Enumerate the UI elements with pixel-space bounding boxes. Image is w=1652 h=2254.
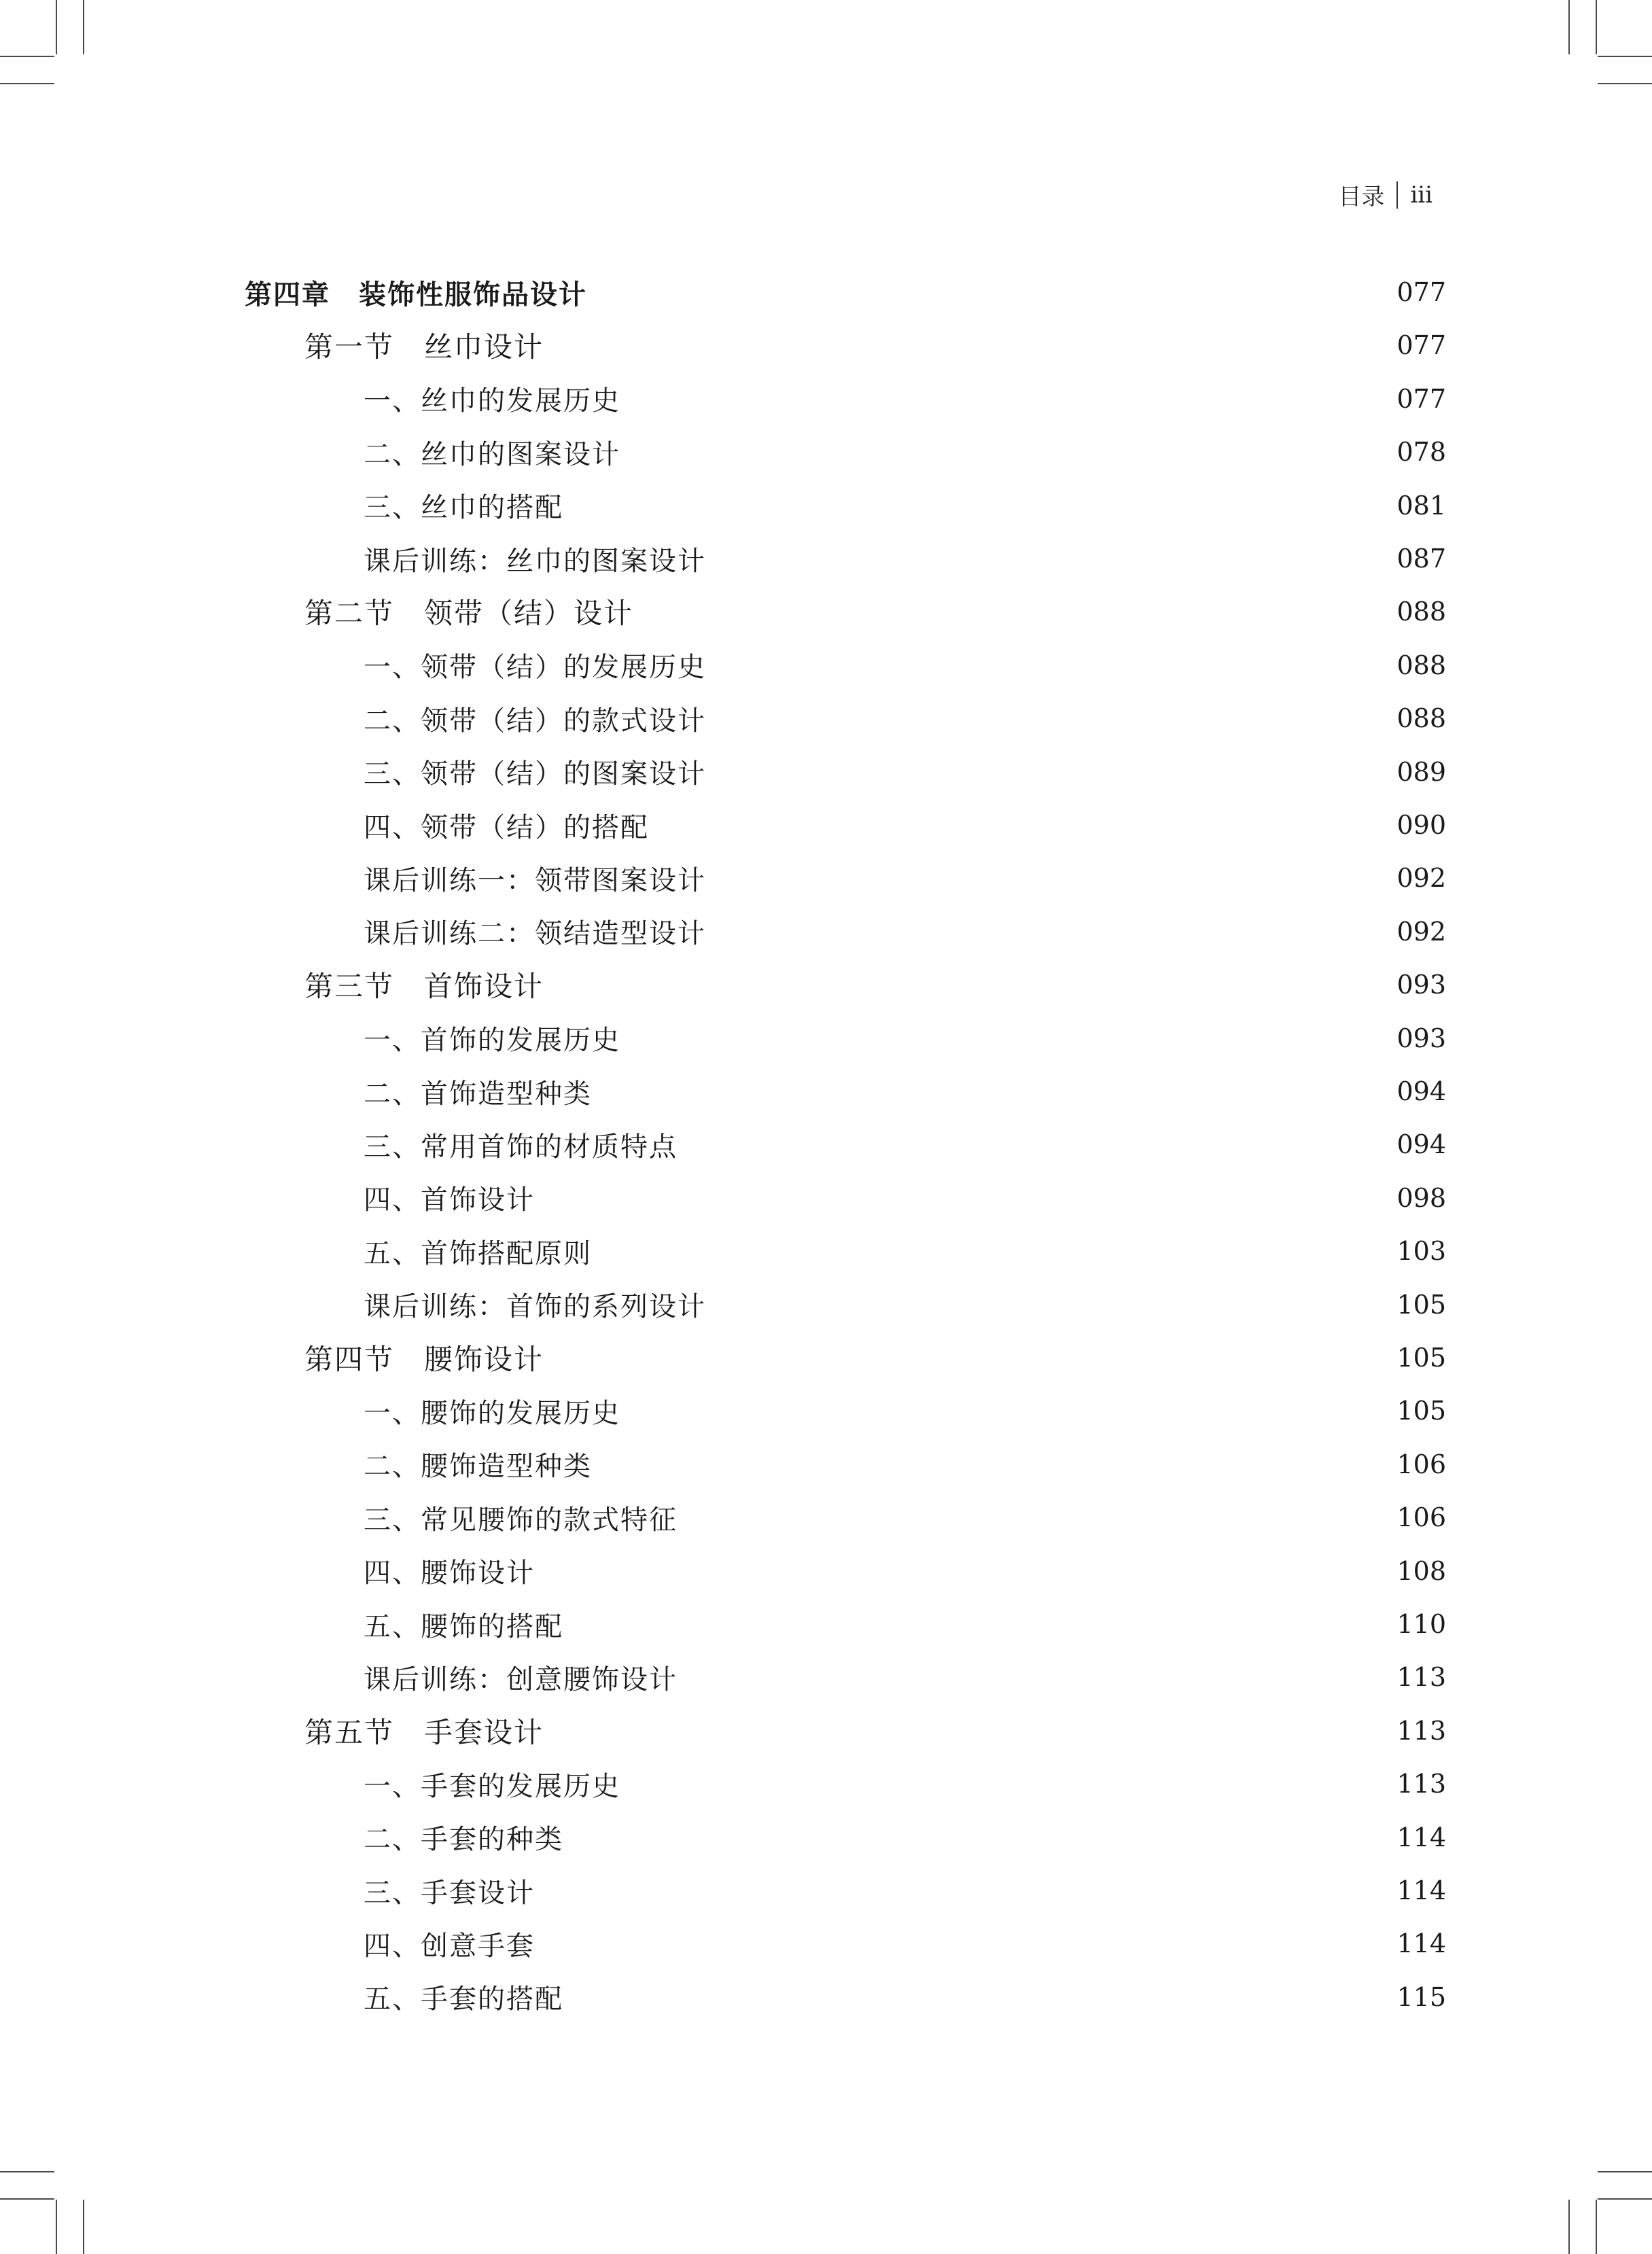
toc-item-title: 一、腰饰的发展历史: [364, 1397, 620, 1429]
toc-item[interactable]: [0, 1438, 1446, 1491]
toc-section-page-number: 105: [1396, 1343, 1446, 1373]
toc-item-page-number: 077: [1396, 383, 1446, 414]
toc-item-title: 一、首饰的发展历史: [364, 1025, 620, 1057]
toc-item[interactable]: [0, 1491, 1446, 1544]
crop-mark: [0, 83, 54, 84]
toc-item-page-number: 094: [1396, 1076, 1446, 1106]
toc-item-page-number: 089: [1396, 756, 1446, 787]
toc-item-title: 课后训练：创意腰饰设计: [364, 1663, 678, 1695]
toc-item-page-number: 092: [1396, 916, 1446, 947]
toc-item[interactable]: [0, 425, 1446, 478]
toc-item[interactable]: [0, 1757, 1446, 1810]
toc-section[interactable]: [0, 1331, 1446, 1384]
toc-item-title: 五、手套的搭配: [364, 1984, 563, 2015]
toc-item-title: 一、手套的发展历史: [364, 1770, 620, 1802]
toc-item-title: 一、领带（结）的发展历史: [364, 652, 706, 684]
dot-leader: [637, 1770, 1392, 1797]
toc-section-page-number: 077: [1396, 330, 1446, 361]
dot-leader: [580, 1984, 1392, 2011]
toc-item[interactable]: [0, 1864, 1446, 1917]
toc-item-page-number: 106: [1396, 1502, 1446, 1533]
dot-leader: [594, 279, 1392, 306]
dot-leader: [608, 1237, 1392, 1265]
toc-item[interactable]: [0, 1545, 1446, 1598]
crop-mark: [83, 2200, 84, 2254]
toc-item-title: 课后训练：丝巾的图案设计: [364, 545, 706, 577]
toc-section-page-number: 088: [1396, 597, 1446, 627]
dot-leader: [551, 1877, 1392, 1904]
toc-item[interactable]: [0, 1225, 1446, 1278]
dot-leader: [665, 811, 1392, 839]
toc-chapter-page-number: 077: [1396, 277, 1446, 307]
crop-mark: [1598, 83, 1652, 84]
dot-leader: [551, 1557, 1392, 1585]
toc-item-page-number: 113: [1396, 1662, 1446, 1693]
toc-item-page-number: 087: [1396, 544, 1446, 574]
toc-item[interactable]: [0, 1598, 1446, 1651]
dot-leader: [637, 1397, 1392, 1424]
toc-item[interactable]: [0, 745, 1446, 798]
toc-item[interactable]: [0, 1065, 1446, 1118]
crop-mark: [1598, 56, 1652, 57]
toc-item-page-number: 093: [1396, 1023, 1446, 1053]
dot-leader: [560, 332, 1392, 359]
toc-section[interactable]: [0, 958, 1446, 1011]
toc-item-title: 四、领带（结）的搭配: [364, 811, 649, 843]
toc-item-title: 四、腰饰设计: [364, 1557, 535, 1589]
dot-leader: [694, 1504, 1392, 1531]
toc-item-page-number: 115: [1396, 1982, 1446, 2012]
crop-mark: [56, 0, 57, 54]
crop-mark: [1598, 2171, 1652, 2172]
toc-item-title: 二、首饰造型种类: [364, 1078, 592, 1110]
toc-item[interactable]: [0, 1811, 1446, 1864]
toc-item-page-number: 098: [1396, 1182, 1446, 1213]
toc-item[interactable]: [0, 1012, 1446, 1065]
toc-section[interactable]: [0, 319, 1446, 372]
toc-item-title: 二、领带（结）的款式设计: [364, 705, 706, 737]
toc-item-title: 课后训练二：领结造型设计: [364, 918, 706, 950]
dot-leader: [722, 1291, 1392, 1318]
toc-item[interactable]: [0, 1917, 1446, 1970]
running-header: [1338, 178, 1433, 211]
toc-item[interactable]: [0, 372, 1446, 425]
dot-leader: [637, 385, 1392, 412]
dot-leader: [580, 1824, 1392, 1851]
toc-section-page-number: 113: [1396, 1715, 1446, 1746]
toc-item-title: 课后训练一：领带图案设计: [364, 864, 706, 896]
crop-mark: [1598, 2198, 1652, 2200]
toc-item-page-number: 092: [1396, 863, 1446, 894]
toc-item-title: 五、腰饰的搭配: [364, 1610, 563, 1642]
toc-section-title: 第三节 首饰设计: [304, 970, 544, 1004]
dot-leader: [580, 492, 1392, 519]
toc-item[interactable]: [0, 1384, 1446, 1437]
toc-item-title: 四、创意手套: [364, 1930, 535, 1962]
toc-section-title: 第四节 腰饰设计: [304, 1343, 544, 1376]
toc-item-page-number: 108: [1396, 1555, 1446, 1586]
header-divider: [1396, 181, 1398, 209]
toc-item-title: 三、常用首饰的材质特点: [364, 1131, 678, 1163]
dot-leader: [637, 438, 1392, 465]
dot-leader: [722, 652, 1392, 679]
dot-leader: [580, 1610, 1392, 1638]
dot-leader: [722, 918, 1392, 945]
toc-section[interactable]: [0, 585, 1446, 638]
toc-item-page-number: 088: [1396, 650, 1446, 680]
toc-item[interactable]: [0, 905, 1446, 958]
dot-leader: [560, 1344, 1392, 1371]
toc-item-title: 二、手套的种类: [364, 1824, 563, 1856]
toc-item-title: 二、丝巾的图案设计: [364, 438, 620, 470]
dot-leader: [722, 545, 1392, 572]
dot-leader: [608, 1451, 1392, 1478]
crop-mark: [56, 2200, 57, 2254]
dot-leader: [560, 971, 1392, 998]
dot-leader: [694, 1131, 1392, 1158]
crop-mark: [1568, 0, 1570, 54]
dot-leader: [551, 1930, 1392, 1957]
toc-item-page-number: 078: [1396, 437, 1446, 468]
toc-item-page-number: 114: [1396, 1929, 1446, 1959]
toc-item[interactable]: [0, 479, 1446, 532]
dot-leader: [637, 1025, 1392, 1052]
toc-item-page-number: 088: [1396, 703, 1446, 734]
toc-item[interactable]: [0, 1971, 1446, 2024]
toc-item-page-number: 106: [1396, 1449, 1446, 1479]
toc-item[interactable]: [0, 1172, 1446, 1225]
toc-item[interactable]: [0, 532, 1446, 585]
toc-section-title: 第二节 领带（结）设计: [304, 597, 634, 631]
dot-leader: [722, 864, 1392, 892]
crop-mark: [0, 2198, 54, 2200]
crop-mark: [83, 0, 84, 54]
toc-item-title: 五、首饰搭配原则: [364, 1237, 592, 1269]
toc-item-page-number: 090: [1396, 810, 1446, 840]
toc-item-title: 三、手套设计: [364, 1877, 535, 1909]
dot-leader: [650, 598, 1392, 625]
dot-leader: [722, 758, 1392, 786]
toc-section-page-number: 093: [1396, 970, 1446, 1000]
dot-leader: [722, 705, 1392, 732]
toc-section-title: 第五节 手套设计: [304, 1715, 544, 1749]
dot-leader: [608, 1078, 1392, 1105]
toc-item[interactable]: [0, 798, 1446, 851]
toc-item-page-number: 114: [1396, 1822, 1446, 1852]
header-page-number: iii: [1410, 181, 1433, 209]
crop-mark: [1596, 2200, 1597, 2254]
dot-leader: [560, 1717, 1392, 1744]
crop-mark: [0, 2171, 54, 2172]
toc-item-page-number: 081: [1396, 490, 1446, 521]
dot-leader: [694, 1663, 1392, 1691]
header-section-name: 目录: [1338, 183, 1385, 211]
toc-item[interactable]: [0, 639, 1446, 692]
toc-section-title: 第一节 丝巾设计: [304, 330, 544, 364]
toc-item-title: 一、丝巾的发展历史: [364, 385, 620, 417]
crop-mark: [1568, 2200, 1570, 2254]
toc-item[interactable]: [0, 1278, 1446, 1331]
crop-mark: [1596, 0, 1597, 54]
toc-section[interactable]: [0, 1704, 1446, 1757]
toc-item[interactable]: [0, 692, 1446, 745]
toc-item[interactable]: [0, 1118, 1446, 1171]
toc-item-page-number: 110: [1396, 1609, 1446, 1639]
dot-leader: [551, 1184, 1392, 1212]
toc-item-title: 四、首饰设计: [364, 1184, 535, 1216]
toc-item-title: 三、常见腰饰的款式特征: [364, 1504, 678, 1536]
toc-chapter[interactable]: [0, 266, 1446, 319]
toc-item-page-number: 105: [1396, 1396, 1446, 1426]
toc-item-title: 课后训练：首饰的系列设计: [364, 1291, 706, 1323]
toc-item[interactable]: [0, 851, 1446, 904]
crop-mark: [0, 56, 54, 57]
toc-item-page-number: 114: [1396, 1876, 1446, 1905]
toc-item-title: 二、腰饰造型种类: [364, 1451, 592, 1483]
toc-item-page-number: 113: [1396, 1769, 1446, 1799]
toc-item[interactable]: [0, 1651, 1446, 1704]
toc-item-page-number: 094: [1396, 1129, 1446, 1160]
toc-chapter-title: 第四章 装饰性服饰品设计: [245, 279, 587, 311]
toc-item-page-number: 103: [1396, 1236, 1446, 1267]
toc-item-title: 三、丝巾的搭配: [364, 492, 563, 524]
toc-item-page-number: 105: [1396, 1289, 1446, 1320]
toc-item-title: 三、领带（结）的图案设计: [364, 758, 706, 790]
